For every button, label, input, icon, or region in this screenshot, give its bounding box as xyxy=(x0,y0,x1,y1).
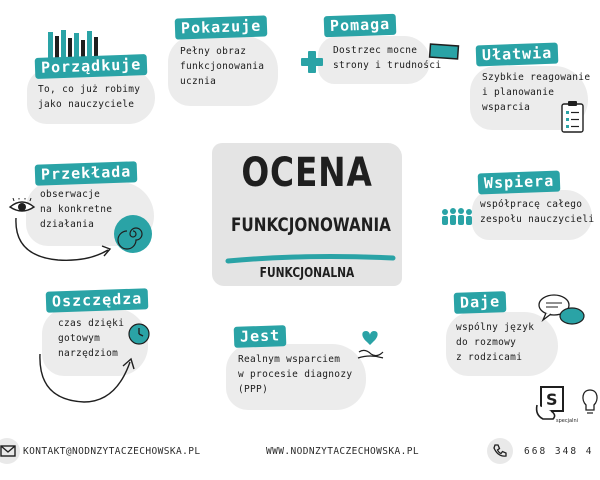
pomaga-text: Dostrzec mocne strony i trudności xyxy=(333,45,442,71)
porzadkuje-text: To, co już robimy jako nauczyciele xyxy=(38,84,141,110)
oszczedza-text: czas dzięki gotowym narzędziom xyxy=(58,318,125,359)
przeklada-text: obserwacje na konkretne działania xyxy=(40,189,113,230)
porzadkuje-label: Porządkuje xyxy=(35,54,148,79)
accent-underline xyxy=(225,252,397,266)
phone-icon[interactable] xyxy=(492,443,508,459)
curved-arrow-icon xyxy=(8,216,118,266)
heart-icon xyxy=(355,328,387,362)
ulatwia-text: Szybkie reagowanie i planowanie wsparcia xyxy=(482,72,591,113)
jest-label: Jest xyxy=(234,325,287,348)
jest-text: Realnym wsparciem w procesie diagnozy (PPP) xyxy=(238,354,353,395)
svg-text:S: S xyxy=(546,390,558,409)
footer-phone[interactable]: 668 348 4 xyxy=(524,446,594,457)
eye-icon xyxy=(8,198,36,216)
clipboard-icon xyxy=(560,100,586,134)
chat-bubbles-icon xyxy=(536,292,586,330)
people-icon xyxy=(440,206,474,226)
main-title: OCENA xyxy=(241,150,373,196)
wspiera-label: Wspiera xyxy=(478,171,561,195)
spiral-icon xyxy=(112,213,154,255)
wspiera-text: współpracę całego zespołu nauczycieli xyxy=(480,199,595,225)
daje-text: wspólny język do rozmowy z rodzicami xyxy=(456,322,535,363)
plus-icon xyxy=(300,50,324,74)
ulatwia-label: Ułatwia xyxy=(476,43,559,67)
clock-icon xyxy=(127,322,151,346)
badge-label: specjalni xyxy=(556,418,579,424)
mail-icon[interactable] xyxy=(0,445,16,457)
pokazuje-text: Pełny obraz funkcjonowania ucznia xyxy=(180,46,265,87)
main-tagline: FUNKCJONALNA xyxy=(259,266,355,281)
przeklada-label: Przekłada xyxy=(35,161,138,186)
pomaga-label: Pomaga xyxy=(324,14,397,38)
curved-arrow-icon xyxy=(36,350,136,410)
daje-label: Daje xyxy=(454,291,507,314)
lightbulb-icon xyxy=(580,388,600,422)
main-subtitle: FUNKCJONOWANIA xyxy=(231,214,391,236)
pokazuje-label: Pokazuje xyxy=(175,15,268,39)
footer-website[interactable]: WWW.NODNZYTACZECHOWSKA.PL xyxy=(266,446,419,457)
oszczedza-label: Oszczędza xyxy=(46,288,149,313)
footer-email[interactable]: KONTAKT@NODNZYTACZECHOWSKA.PL xyxy=(23,446,201,457)
